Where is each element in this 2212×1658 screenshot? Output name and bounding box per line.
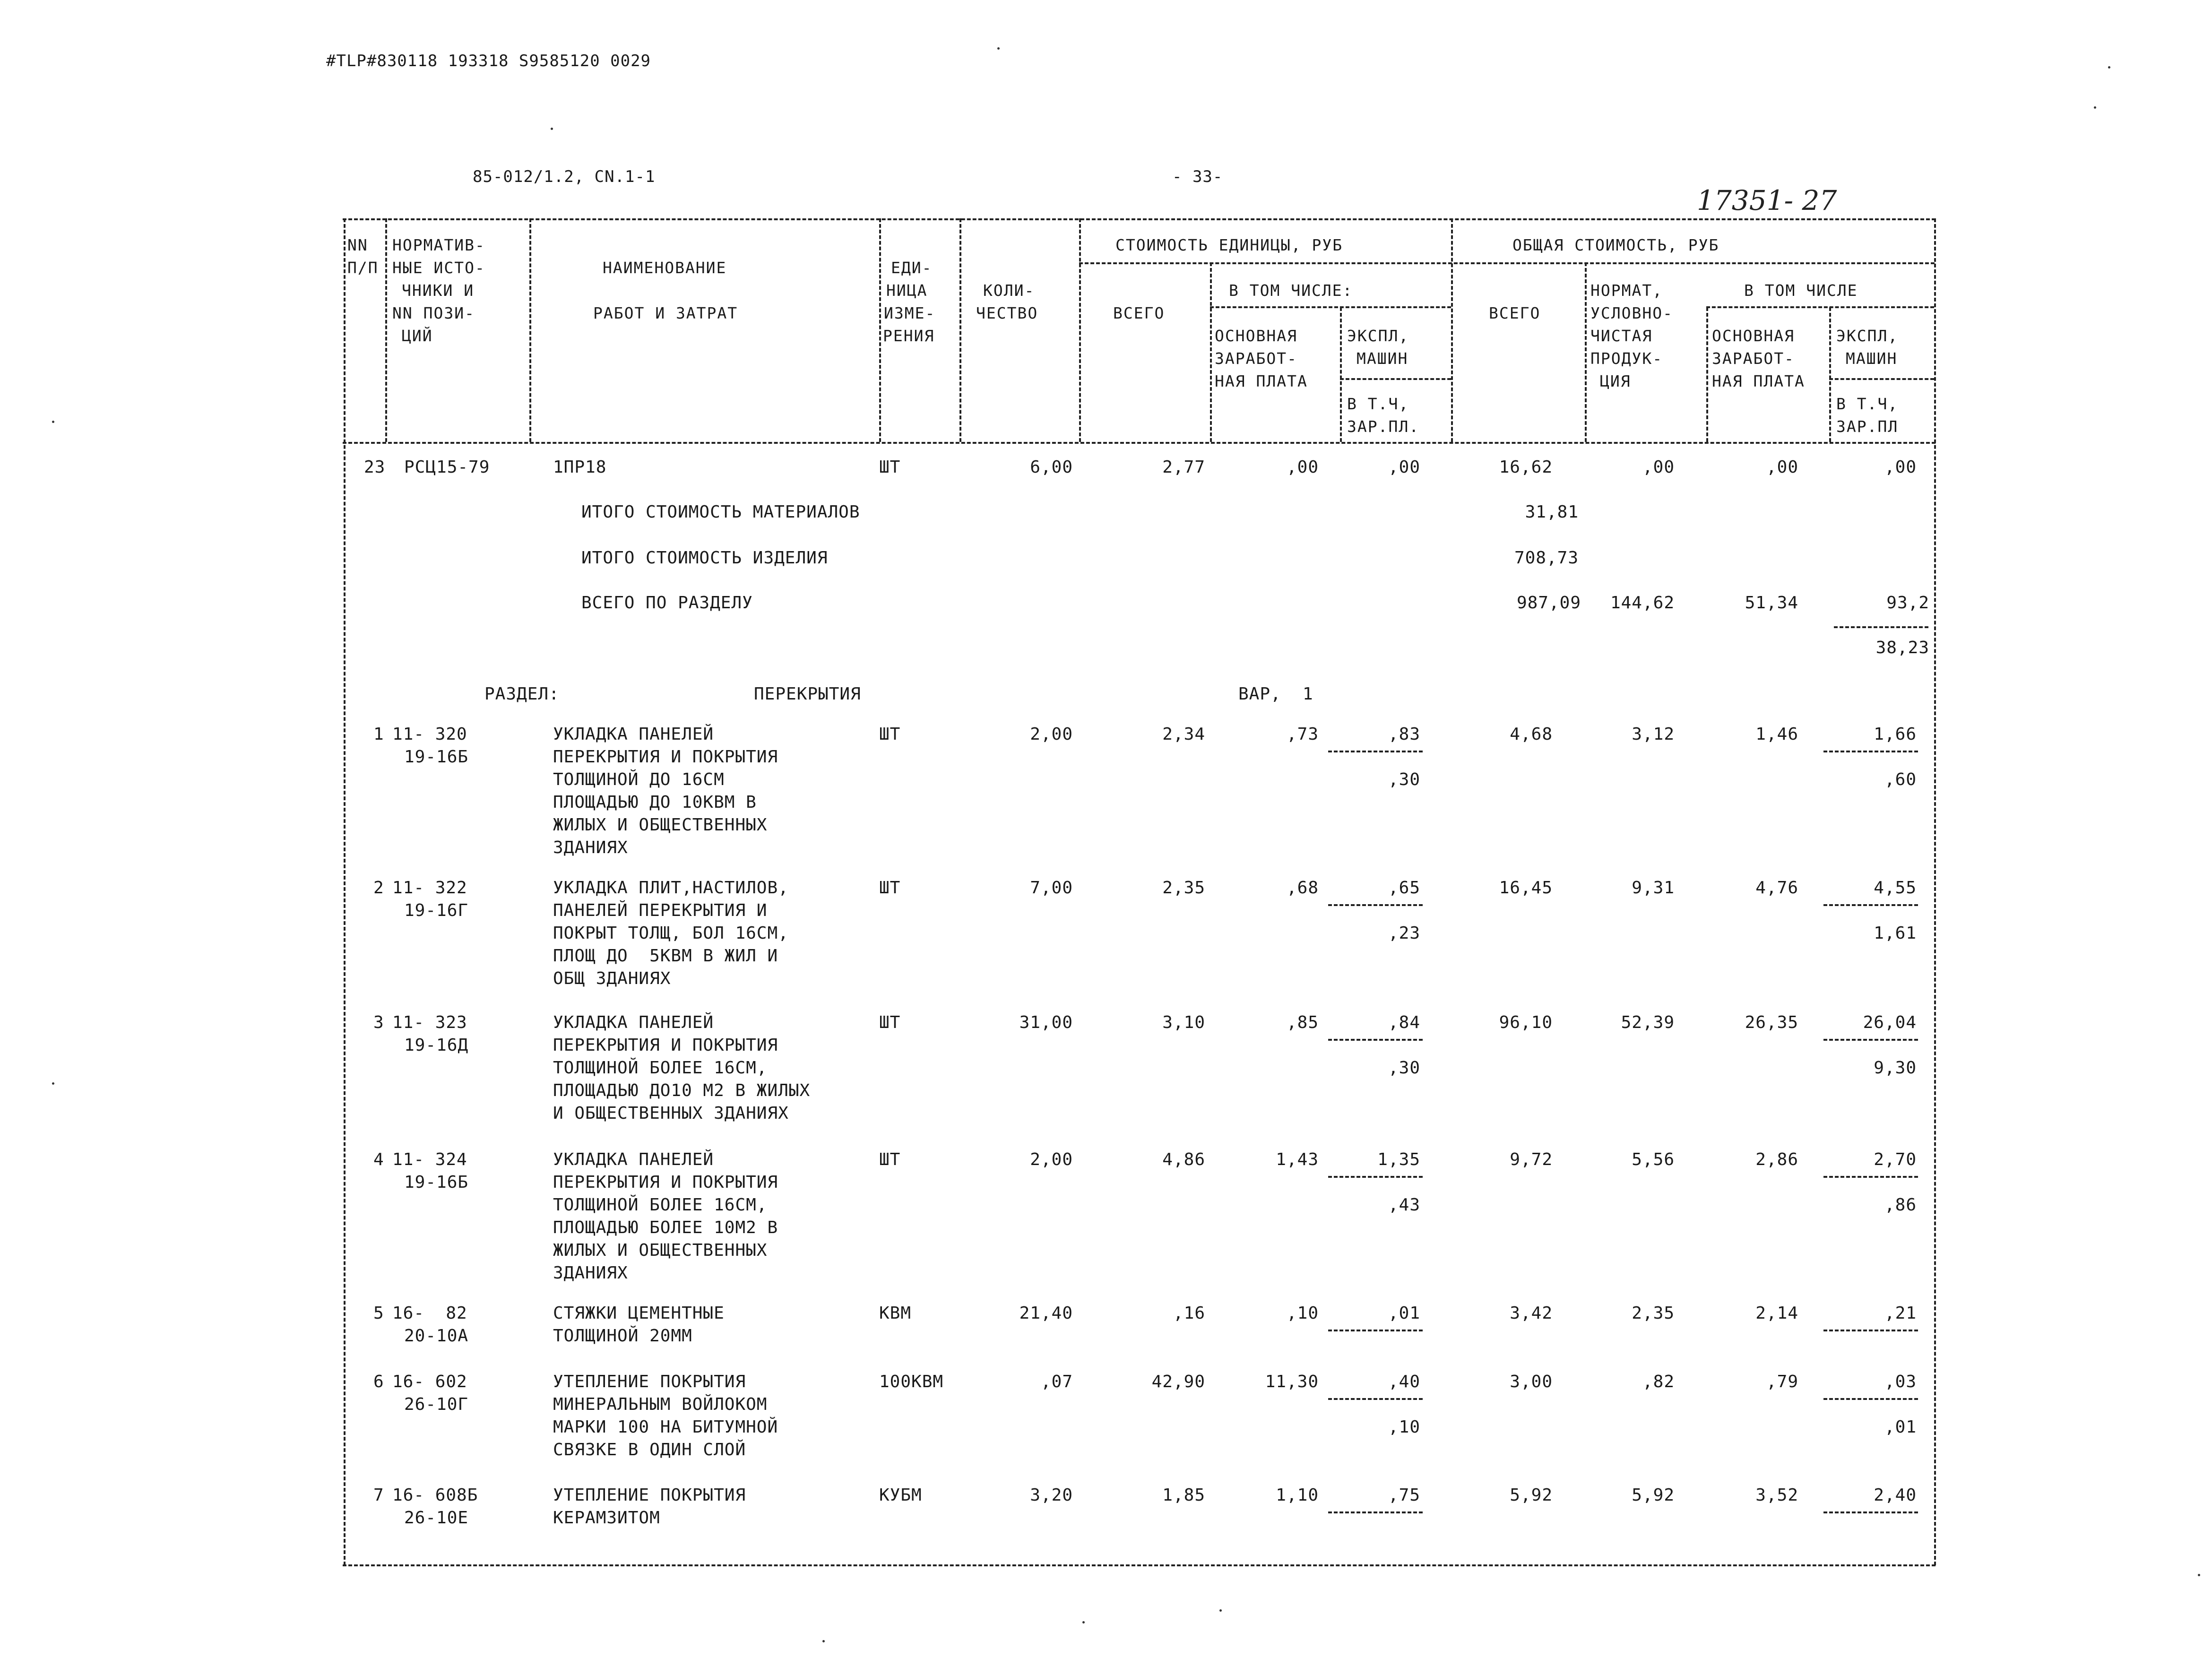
hdr-col2-line4: NN ПОЗИ- [392, 304, 475, 322]
hdr-unit-mach-2: МАШИН [1357, 349, 1408, 368]
row-mach-divider [1823, 1176, 1918, 1178]
row-unit-wage: 1,10 [1276, 1485, 1319, 1505]
header-sep-3 [879, 218, 881, 442]
hdr-unit-incl-wage-2: ЗАР.ПЛ. [1347, 417, 1420, 436]
row-number: 1 [373, 725, 384, 744]
row-mach-wage: 9,30 [1874, 1058, 1917, 1078]
row-name-line: МИНЕРАЛЬНЫМ ВОЙЛОКОМ [553, 1395, 768, 1414]
hdr-total-wage-1: ОСНОВНАЯ [1712, 327, 1795, 345]
row-mach-wage: 1,61 [1874, 924, 1917, 943]
row-unit-mach: ,00 [1388, 458, 1420, 477]
scan-speck [2094, 106, 2096, 109]
header-sep-7 [1340, 307, 1342, 442]
header-sep-5 [1079, 218, 1081, 442]
row-unit-mach-wage: ,23 [1388, 924, 1420, 943]
summary-section-wage: 51,34 [1745, 593, 1798, 613]
row-name-line: ТОЛЩИНОЙ БОЛЕЕ 16СМ, [553, 1195, 768, 1215]
row-total: 3,00 [1510, 1372, 1553, 1391]
hdr-col4-line1: ЕДИ- [891, 259, 933, 277]
summary-product-total: 708,73 [1514, 548, 1579, 568]
row-name-line: ПОКРЫТ ТОЛЩ, БОЛ 16СМ, [553, 924, 789, 943]
table-bottom-border [343, 1564, 1936, 1566]
row-mach-divider [1823, 751, 1918, 752]
row-unit-mach-wage: ,30 [1388, 770, 1420, 789]
row-unit-mach-wage: ,43 [1388, 1195, 1420, 1215]
summary-section-label: ВСЕГО ПО РАЗДЕЛУ [581, 593, 753, 613]
row-mach-wage: ,01 [1884, 1417, 1917, 1437]
row-name-line: СВЯЗКЕ В ОДИН СЛОЙ [553, 1440, 746, 1459]
header-sep-10 [1706, 307, 1708, 442]
row-norm: 5,56 [1632, 1150, 1675, 1169]
row-unit-mach: ,01 [1388, 1304, 1420, 1323]
row-name: 1ПР18 [553, 458, 607, 477]
row-mach: ,21 [1884, 1304, 1917, 1323]
row-code: 16- 608Б [392, 1485, 478, 1505]
row-name-line: КЕРАМЗИТОМ [553, 1508, 660, 1528]
scan-speck [1219, 1609, 1222, 1612]
row-unit-wage: ,10 [1286, 1304, 1319, 1323]
row-code: 16- 602 [392, 1372, 467, 1391]
hdr-total-mach-2: МАШИН [1846, 349, 1898, 368]
row-unit-mach-divider [1328, 751, 1423, 752]
row-mach-divider [1823, 1039, 1918, 1041]
hdr-col4-line2: НИЦА [886, 281, 928, 300]
row-name-line: МАРКИ 100 НА БИТУМНОЙ [553, 1417, 778, 1437]
row-unit-wage: ,85 [1286, 1013, 1319, 1032]
row-name-line: ПЛОЩАДЬЮ БОЛЕЕ 10М2 В [553, 1218, 778, 1237]
summary-section-mach: 93,2 [1886, 593, 1929, 613]
hdr-norm-4: ПРОДУК- [1590, 349, 1663, 368]
row-name-line: ПЕРЕКРЫТИЯ И ПОКРЫТИЯ [553, 1036, 778, 1055]
row-qty: 2,00 [1030, 725, 1073, 744]
row-number: 7 [373, 1485, 384, 1505]
row-name-line: УКЛАДКА ПАНЕЛЕЙ [553, 1150, 714, 1169]
row-code-secondary: 26-10Е [404, 1508, 469, 1528]
row-code: 11- 320 [392, 725, 467, 744]
row-norm: ,00 [1642, 458, 1675, 477]
header-subline-total-mach [1829, 378, 1934, 380]
summary-mach-divider [1834, 626, 1928, 628]
row-wage: 4,76 [1755, 878, 1798, 898]
row-unit-mach-divider [1328, 1330, 1423, 1331]
row-mach: 2,40 [1874, 1485, 1917, 1505]
row-name-line: ТОЛЩИНОЙ 20ММ [553, 1326, 692, 1346]
row-unit-mach-divider [1328, 1176, 1423, 1178]
table-right-border [1934, 218, 1936, 1565]
row-unit-mach-wage: ,30 [1388, 1058, 1420, 1078]
row-name-line: ПАНЕЛЕЙ ПЕРЕКРЫТИЯ И [553, 901, 768, 920]
hdr-col1-line2: П/П [347, 259, 379, 277]
hdr-norm-3: ЧИСТАЯ [1590, 327, 1653, 345]
row-mach: ,00 [1884, 458, 1917, 477]
row-mach-divider [1823, 904, 1918, 906]
hdr-unit-incl-wage-1: В Т.Ч, [1347, 395, 1409, 413]
row-unit-mach-wage: ,10 [1388, 1417, 1420, 1437]
hdr-total-cost-group: ОБЩАЯ СТОИМОСТЬ, РУБ [1512, 236, 1719, 254]
row-total: 16,62 [1499, 458, 1553, 477]
row-wage: 1,46 [1755, 725, 1798, 744]
row-number: 3 [373, 1013, 384, 1032]
row-unit: ШТ [879, 1150, 901, 1169]
row-code-secondary: 26-10Г [404, 1395, 469, 1414]
row-unit-wage: ,68 [1286, 878, 1319, 898]
row-name-line: ПЕРЕКРЫТИЯ И ПОКРЫТИЯ [553, 747, 778, 767]
document-code: 85-012/1.2, CN.1-1 [473, 167, 656, 186]
hdr-col3-line2: РАБОТ И ЗАТРАТ [593, 304, 738, 322]
header-subline-total-split [1706, 306, 1934, 308]
row-name-line: ТОЛЩИНОЙ БОЛЕЕ 16СМ, [553, 1058, 768, 1078]
hdr-unit-wage-1: ОСНОВНАЯ [1215, 327, 1297, 345]
row-name-line: УТЕПЛЕНИЕ ПОКРЫТИЯ [553, 1372, 746, 1391]
hdr-total-in-that-number: В ТОМ ЧИСЛЕ [1744, 281, 1858, 300]
scan-speck [2198, 1574, 2200, 1576]
hdr-col1-line1: NN [347, 236, 368, 254]
row-number: 23 [364, 458, 386, 477]
row-total: 16,45 [1499, 878, 1553, 898]
row-code-secondary: 19-16Г [404, 901, 469, 920]
header-sep-1 [385, 218, 387, 442]
row-unit-total: 3,10 [1162, 1013, 1205, 1032]
row-mach-divider [1823, 1398, 1918, 1400]
row-unit-total: 4,86 [1162, 1150, 1205, 1169]
header-sep-4 [959, 218, 961, 442]
print-header: #TLP#830118 193318 S9585120 0029 [326, 52, 651, 70]
row-code-secondary: 20-10А [404, 1326, 469, 1346]
row-qty: 31,00 [1019, 1013, 1073, 1032]
row-norm: 9,31 [1632, 878, 1675, 898]
hdr-total-wage-3: НАЯ ПЛАТА [1712, 372, 1805, 390]
row-total: 3,42 [1510, 1304, 1553, 1323]
row-norm: ,82 [1642, 1372, 1675, 1391]
header-subline-unit-split [1210, 306, 1451, 308]
row-unit: КУБМ [879, 1485, 922, 1505]
row-unit-total: 2,34 [1162, 725, 1205, 744]
row-unit-wage: ,73 [1286, 725, 1319, 744]
header-subline-unit-mach [1340, 378, 1451, 380]
row-total: 96,10 [1499, 1013, 1553, 1032]
row-qty: 2,00 [1030, 1150, 1073, 1169]
row-total: 9,72 [1510, 1150, 1553, 1169]
row-unit-wage: 11,30 [1265, 1372, 1319, 1391]
row-unit-mach: ,65 [1388, 878, 1420, 898]
row-code-secondary: 19-16Б [404, 1173, 469, 1192]
section-label: РАЗДЕЛ: [484, 684, 560, 704]
row-unit-mach-divider [1328, 1511, 1423, 1513]
row-norm: 2,35 [1632, 1304, 1675, 1323]
row-mach: ,03 [1884, 1372, 1917, 1391]
header-sep-6 [1210, 262, 1212, 442]
row-mach-divider [1823, 1330, 1918, 1331]
row-unit-mach-divider [1328, 904, 1423, 906]
hdr-col4-line3: ИЗМЕ- [884, 304, 936, 322]
row-name-line: ОБЩ ЗДАНИЯХ [553, 969, 671, 988]
row-name-line: УТЕПЛЕНИЕ ПОКРЫТИЯ [553, 1485, 746, 1505]
summary-section-norm: 144,62 [1610, 593, 1675, 613]
row-unit: ШТ [879, 458, 901, 477]
hdr-unit-mach-1: ЭКСПЛ, [1347, 327, 1409, 345]
row-wage: 2,14 [1755, 1304, 1798, 1323]
row-unit-wage: 1,43 [1276, 1150, 1319, 1169]
row-unit-mach: 1,35 [1377, 1150, 1420, 1169]
row-number: 2 [373, 878, 384, 898]
row-wage: 3,52 [1755, 1485, 1798, 1505]
row-name-line: ЖИЛЫХ И ОБЩЕСТВЕННЫХ [553, 815, 768, 835]
hdr-total-incl-wage-1: В Т.Ч, [1836, 395, 1899, 413]
row-name-line: УКЛАДКА ПЛИТ,НАСТИЛОВ, [553, 878, 789, 898]
row-name-line: УКЛАДКА ПАНЕЛЕЙ [553, 725, 714, 744]
row-code: 11- 323 [392, 1013, 467, 1032]
row-mach: 4,55 [1874, 878, 1917, 898]
table-left-border [344, 218, 346, 1565]
table-top-border [343, 218, 1936, 220]
hdr-norm-2: УСЛОВНО- [1590, 304, 1673, 322]
row-mach-wage: ,60 [1884, 770, 1917, 789]
row-unit-wage: ,00 [1286, 458, 1319, 477]
row-wage: 2,86 [1755, 1150, 1798, 1169]
hdr-unit-wage-3: НАЯ ПЛАТА [1215, 372, 1308, 390]
row-name-line: ПЕРЕКРЫТИЯ И ПОКРЫТИЯ [553, 1173, 778, 1192]
row-code: РСЦ15-79 [404, 458, 490, 477]
row-wage: ,00 [1766, 458, 1798, 477]
hdr-unit-wage-2: ЗАРАБОТ- [1215, 349, 1297, 368]
header-sep-11 [1829, 307, 1831, 442]
hdr-norm-1: НОРМАТ, [1590, 281, 1663, 300]
scan-speck [52, 1082, 54, 1085]
hdr-total-vsego: ВСЕГО [1489, 304, 1541, 322]
row-qty: 7,00 [1030, 878, 1073, 898]
hdr-total-wage-2: ЗАРАБОТ- [1712, 349, 1795, 368]
header-sep-8 [1451, 218, 1453, 442]
row-number: 6 [373, 1372, 384, 1391]
row-name-line: ПЛОЩАДЬЮ ДО10 М2 В ЖИЛЫХ [553, 1081, 811, 1100]
scan-speck [551, 128, 553, 130]
row-unit: КВМ [879, 1304, 912, 1323]
hdr-total-mach-1: ЭКСПЛ, [1836, 327, 1899, 345]
scan-speck [997, 47, 1000, 50]
header-subline-groups [1079, 262, 1935, 264]
row-qty: ,07 [1040, 1372, 1073, 1391]
row-unit-total: 42,90 [1151, 1372, 1205, 1391]
row-qty: 21,40 [1019, 1304, 1073, 1323]
row-unit: ШТ [879, 725, 901, 744]
hdr-unit-cost-group: СТОИМОСТЬ ЕДИНИЦЫ, РУБ [1115, 236, 1343, 254]
row-name-line: ЗДАНИЯХ [553, 838, 628, 857]
summary-section-mach-wage: 38,23 [1875, 638, 1929, 657]
scan-speck [2108, 66, 2110, 69]
row-code: 11- 322 [392, 878, 467, 898]
hdr-col4-line4: РЕНИЯ [883, 327, 935, 345]
section-variant: ВАР, 1 [1238, 684, 1313, 704]
row-unit-total: ,16 [1173, 1304, 1205, 1323]
row-total: 5,92 [1510, 1485, 1553, 1505]
hdr-col5-line1: КОЛИ- [983, 281, 1035, 300]
header-bottom-border [343, 442, 1936, 444]
hdr-col2-line3: ЧНИКИ И [402, 281, 475, 300]
row-code: 16- 82 [392, 1304, 467, 1323]
hdr-col3-line1: НАИМЕНОВАНИЕ [603, 259, 727, 277]
row-qty: 3,20 [1030, 1485, 1073, 1505]
hdr-total-incl-wage-2: ЗАР.ПЛ [1836, 417, 1899, 436]
row-wage: 26,35 [1745, 1013, 1798, 1032]
row-name-line: ЖИЛЫХ И ОБЩЕСТВЕННЫХ [553, 1241, 768, 1260]
hdr-col2-line2: НЫЕ ИСТО- [392, 259, 485, 277]
hdr-norm-5: ЦИЯ [1600, 372, 1631, 390]
row-unit: 100КВМ [879, 1372, 944, 1391]
hdr-col2-line5: ЦИЙ [402, 327, 433, 345]
page-number: - 33- [1172, 167, 1223, 186]
scan-speck [52, 421, 54, 423]
row-qty: 6,00 [1030, 458, 1073, 477]
row-unit-mach-divider [1328, 1039, 1423, 1041]
row-name-line: ПЛОЩАДЬЮ ДО 10КВМ В [553, 793, 757, 812]
scan-speck [1082, 1621, 1085, 1623]
summary-section-total: 987,09 [1516, 593, 1581, 613]
hdr-unit-vsego: ВСЕГО [1113, 304, 1165, 322]
summary-materials-label: ИТОГО СТОИМОСТЬ МАТЕРИАЛОВ [581, 502, 860, 522]
row-code: 11- 324 [392, 1150, 467, 1169]
row-unit-total: 2,77 [1162, 458, 1205, 477]
section-name: ПЕРЕКРЫТИЯ [754, 684, 861, 704]
row-norm: 5,92 [1632, 1485, 1675, 1505]
row-unit-mach: ,83 [1388, 725, 1420, 744]
row-unit-total: 1,85 [1162, 1485, 1205, 1505]
header-sep-9 [1585, 262, 1587, 442]
row-unit: ШТ [879, 1013, 901, 1032]
hdr-col5-line2: ЧЕСТВО [976, 304, 1038, 322]
hdr-col2-line1: НОРМАТИВ- [392, 236, 485, 254]
row-name-line: ПЛОЩ ДО 5КВМ В ЖИЛ И [553, 946, 778, 966]
row-unit-mach: ,75 [1388, 1485, 1420, 1505]
row-unit: ШТ [879, 878, 901, 898]
row-mach: 1,66 [1874, 725, 1917, 744]
row-name-line: УКЛАДКА ПАНЕЛЕЙ [553, 1013, 714, 1032]
row-name-line: СТЯЖКИ ЦЕМЕНТНЫЕ [553, 1304, 725, 1323]
row-code-secondary: 19-16Б [404, 747, 469, 767]
row-number: 5 [373, 1304, 384, 1323]
row-code-secondary: 19-16Д [404, 1036, 469, 1055]
summary-materials-total: 31,81 [1525, 502, 1579, 522]
row-mach: 2,70 [1874, 1150, 1917, 1169]
scan-speck [822, 1640, 825, 1642]
row-unit-mach-divider [1328, 1398, 1423, 1400]
handwritten-reference: 17351- 27 [1697, 184, 1837, 216]
row-number: 4 [373, 1150, 384, 1169]
row-unit-mach: ,84 [1388, 1013, 1420, 1032]
row-mach: 26,04 [1863, 1013, 1917, 1032]
row-name-line: ТОЛЩИНОЙ ДО 16СМ [553, 770, 725, 789]
row-wage: ,79 [1766, 1372, 1798, 1391]
summary-product-label: ИТОГО СТОИМОСТЬ ИЗДЕЛИЯ [581, 548, 828, 568]
row-name-line: ЗДАНИЯХ [553, 1263, 628, 1283]
hdr-unit-in-that-number: В ТОМ ЧИСЛЕ: [1229, 281, 1353, 300]
row-mach-wage: ,86 [1884, 1195, 1917, 1215]
row-unit-mach: ,40 [1388, 1372, 1420, 1391]
row-unit-total: 2,35 [1162, 878, 1205, 898]
header-sep-2 [529, 218, 531, 442]
row-norm: 52,39 [1621, 1013, 1675, 1032]
row-total: 4,68 [1510, 725, 1553, 744]
row-name-line: И ОБЩЕСТВЕННЫХ ЗДАНИЯХ [553, 1104, 789, 1123]
row-norm: 3,12 [1632, 725, 1675, 744]
row-mach-divider [1823, 1511, 1918, 1513]
